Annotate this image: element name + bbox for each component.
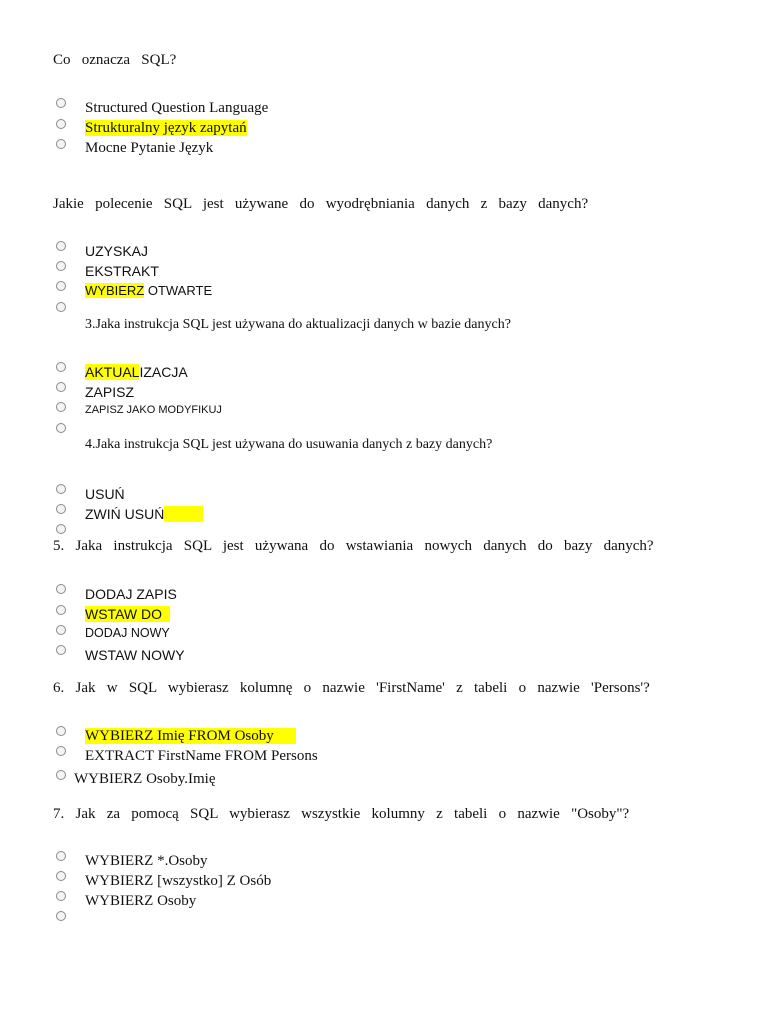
- option-q3-1: [85, 364, 188, 380]
- option-q1-3: Mocne Pytanie Język: [85, 140, 214, 156]
- radio-q7-opt1[interactable]: [56, 851, 66, 861]
- highlight-mark: WSTAW DO: [85, 606, 170, 622]
- radio-q1-opt1[interactable]: [56, 98, 66, 108]
- option-q4-1: USUŃ: [85, 486, 125, 502]
- radio-q1-opt2[interactable]: [56, 119, 66, 129]
- radio-q1-opt3[interactable]: [56, 139, 66, 149]
- radio-q4-opt1[interactable]: [56, 484, 66, 494]
- option-q4-2: [85, 506, 203, 522]
- radio-q2-opt4[interactable]: [56, 302, 66, 312]
- radio-q5-opt2[interactable]: [56, 605, 66, 615]
- highlight-mark: AKTUAL: [85, 364, 140, 380]
- option-q2-1: UZYSKAJ: [85, 243, 149, 259]
- radio-q5-opt4[interactable]: [56, 645, 66, 655]
- highlight-mark: [164, 506, 203, 522]
- option-q6-2: EXTRACT FirstName FROM Persons: [85, 748, 318, 764]
- radio-q2-opt2[interactable]: [56, 261, 66, 271]
- question-6-text: 6. Jak w SQL wybierasz kolumnę o nazwie 'FirstName' z tabeli o nazwie 'Persons'?: [53, 680, 650, 696]
- option-q6-1: [85, 728, 296, 745]
- radio-q4-opt3[interactable]: [56, 524, 66, 534]
- option-q2-2: EKSTRAKT: [85, 263, 159, 279]
- radio-q7-opt4[interactable]: [56, 911, 66, 921]
- option-q3-3: ZAPISZ JAKO MODYFIKUJ: [85, 404, 222, 416]
- option-q5-2: [85, 606, 170, 622]
- question-7-text: 7. Jak za pomocą SQL wybierasz wszystkie kolumny z tabeli o nazwie "Osoby"?: [53, 806, 630, 822]
- highlight-mark: WYBIERZ: [85, 283, 145, 298]
- option-q1-2: [85, 120, 247, 137]
- highlight-mark: WYBIERZ Imię FROM Osoby: [85, 728, 297, 744]
- radio-q4-opt2[interactable]: [56, 504, 66, 514]
- highlight-mark: Strukturalny język zapytań: [85, 120, 247, 136]
- radio-q7-opt3[interactable]: [56, 891, 66, 901]
- radio-q5-opt1[interactable]: [56, 584, 66, 594]
- option-q7-1: WYBIERZ *.Osoby: [85, 853, 208, 869]
- radio-q3-opt4[interactable]: [56, 423, 66, 433]
- option-q4-2-text: ZWIŃ USUŃ: [85, 506, 165, 522]
- option-q6-3: WYBIERZ Osoby.Imię: [74, 771, 216, 787]
- radio-q7-opt2[interactable]: [56, 871, 66, 881]
- radio-q6-opt1[interactable]: [56, 726, 66, 736]
- question-3-text: 3.Jaka instrukcja SQL jest używana do aktualizacji danych w bazie danych?: [85, 317, 511, 332]
- radio-q3-opt2[interactable]: [56, 382, 66, 392]
- option-q7-2: WYBIERZ [wszystko] Z Osób: [85, 873, 272, 889]
- radio-q2-opt1[interactable]: [56, 241, 66, 251]
- question-2-text: Jakie polecenie SQL jest używane do wyodrębniania danych z bazy danych?: [53, 196, 589, 212]
- option-q3-1-rest: IZACJA: [139, 364, 188, 380]
- option-q5-4: WSTAW NOWY: [85, 647, 185, 663]
- radio-q6-opt2[interactable]: [56, 746, 66, 756]
- option-q1-1: Structured Question Language: [85, 100, 269, 116]
- radio-q3-opt3[interactable]: [56, 402, 66, 412]
- option-q3-2: ZAPISZ: [85, 384, 135, 400]
- radio-q5-opt3[interactable]: [56, 625, 66, 635]
- radio-q2-opt3[interactable]: [56, 281, 66, 291]
- option-q5-1: DODAJ ZAPIS: [85, 586, 177, 602]
- option-q2-3-rest: OTWARTE: [144, 283, 213, 298]
- option-q2-3: [85, 283, 212, 298]
- option-q7-3: WYBIERZ Osoby: [85, 893, 197, 909]
- question-5-text: 5. Jaka instrukcja SQL jest używana do wstawiania nowych danych do bazy danych?: [53, 538, 654, 554]
- option-q5-3: DODAJ NOWY: [85, 626, 170, 640]
- question-1-text: Co oznacza SQL?: [53, 52, 177, 68]
- radio-q3-opt1[interactable]: [56, 362, 66, 372]
- question-4-text: 4.Jaka instrukcja SQL jest używana do usuwania danych z bazy danych?: [85, 437, 493, 452]
- radio-q6-opt3[interactable]: [56, 770, 66, 780]
